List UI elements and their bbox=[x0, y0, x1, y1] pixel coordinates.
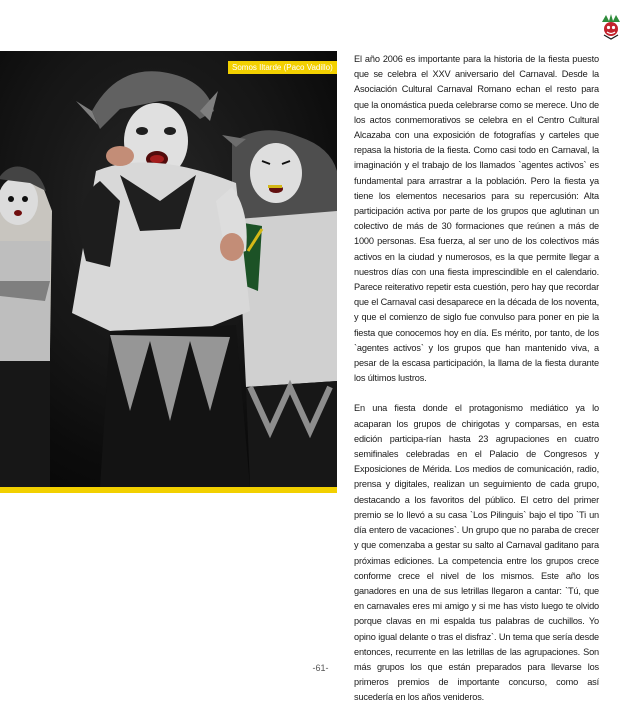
article-paragraph-2: En una fiesta donde el protagonismo mediático ya lo acaparan los grupos de chirigotas y comparsas, en esta edición participa-rían hasta 23 agrupaciones en cuatro semifinales celebradas en el Palacio de Congresos y Exposiciones de Mérida. Los medios de comunicación, radio, prensa y digitales, realizan un seguimiento de cada grupo, destacando a los favoritos del público. El cetro del primer premio se lo llevó a su casa `Los Pilinguis` bajo el tipo `Ti un día entero de vacaciones`. Un grupo que no paraba de crecer y que comenzaba a gestar su salto al Carnaval gaditano para próximas ediciones. La competencia entre los grupos crece conforme crece el nivel de los mismos. Este año los ganadores en una de sus letrillas llegaron a cantar: `Tú, que en carnavales eres mi amigo y si me has visto luego te olvido porque clavas en mi espalda tus palabras de cuchillos. Yo opino igual delante o tras el disfraz`. Un tema que sería desde entonces, recurrente en las letrillas de las agrupaciones. Son más grupos los que están preparados para llevarse los primeros premios de importante concurso, como así sucedería en los años venideros. bbox=[354, 403, 599, 703]
page-number: -61- bbox=[312, 663, 329, 673]
carnival-photo bbox=[0, 51, 337, 487]
article-body bbox=[354, 52, 599, 706]
carnival-logo bbox=[600, 14, 622, 40]
photo-accent-strip bbox=[0, 487, 337, 493]
photo-caption: Somos Iltarde (Paco Vadillo) bbox=[228, 61, 337, 74]
article-paragraph-1: El año 2006 es importante para la historia de la fiesta puesto que se celebra el XXV aniversario del Carnaval. Desde la Asociación Cultural Carnaval Romano echan el resto para que la onomástica pueda celebrarse como se merece. Uno de los actos conmemorativos se celebra en el Centro Cultural Alcazaba con una exposición de fotografías y carteles que repasa la historia de la fiesta. Como casi todo en Carnaval, la imaginación y el trabajo de los llamados `agentes activos` es fundamental para arrastrar a la población. Pero la fiesta ya tiene los elementos necesarios para su repercusión: Alta participación activa por parte de los grupos que aglutinan un colectivo de más de 30 formaciones que reúnen a más de 1000 personas. Esa fuerza, al ser uno de los colectivos más activos en la ciudad y numerosos, es la que permite llegar a nuestros días con una fiesta imprescindible en el calendario. Parece reiterativo repetir esta cuestión, pero hay que recordar que el Carnaval casi desaparece en la década de los noventa, y que el comienzo de siglo fue convulso para poner en pie la fiesta que conocemos hoy en día. Es mérito, por tanto, de los `agentes activos` y los grupos que han mantenido viva, a pesar de la escasa participación, la llama de la fiesta durante los últimos lustros. bbox=[354, 54, 599, 384]
